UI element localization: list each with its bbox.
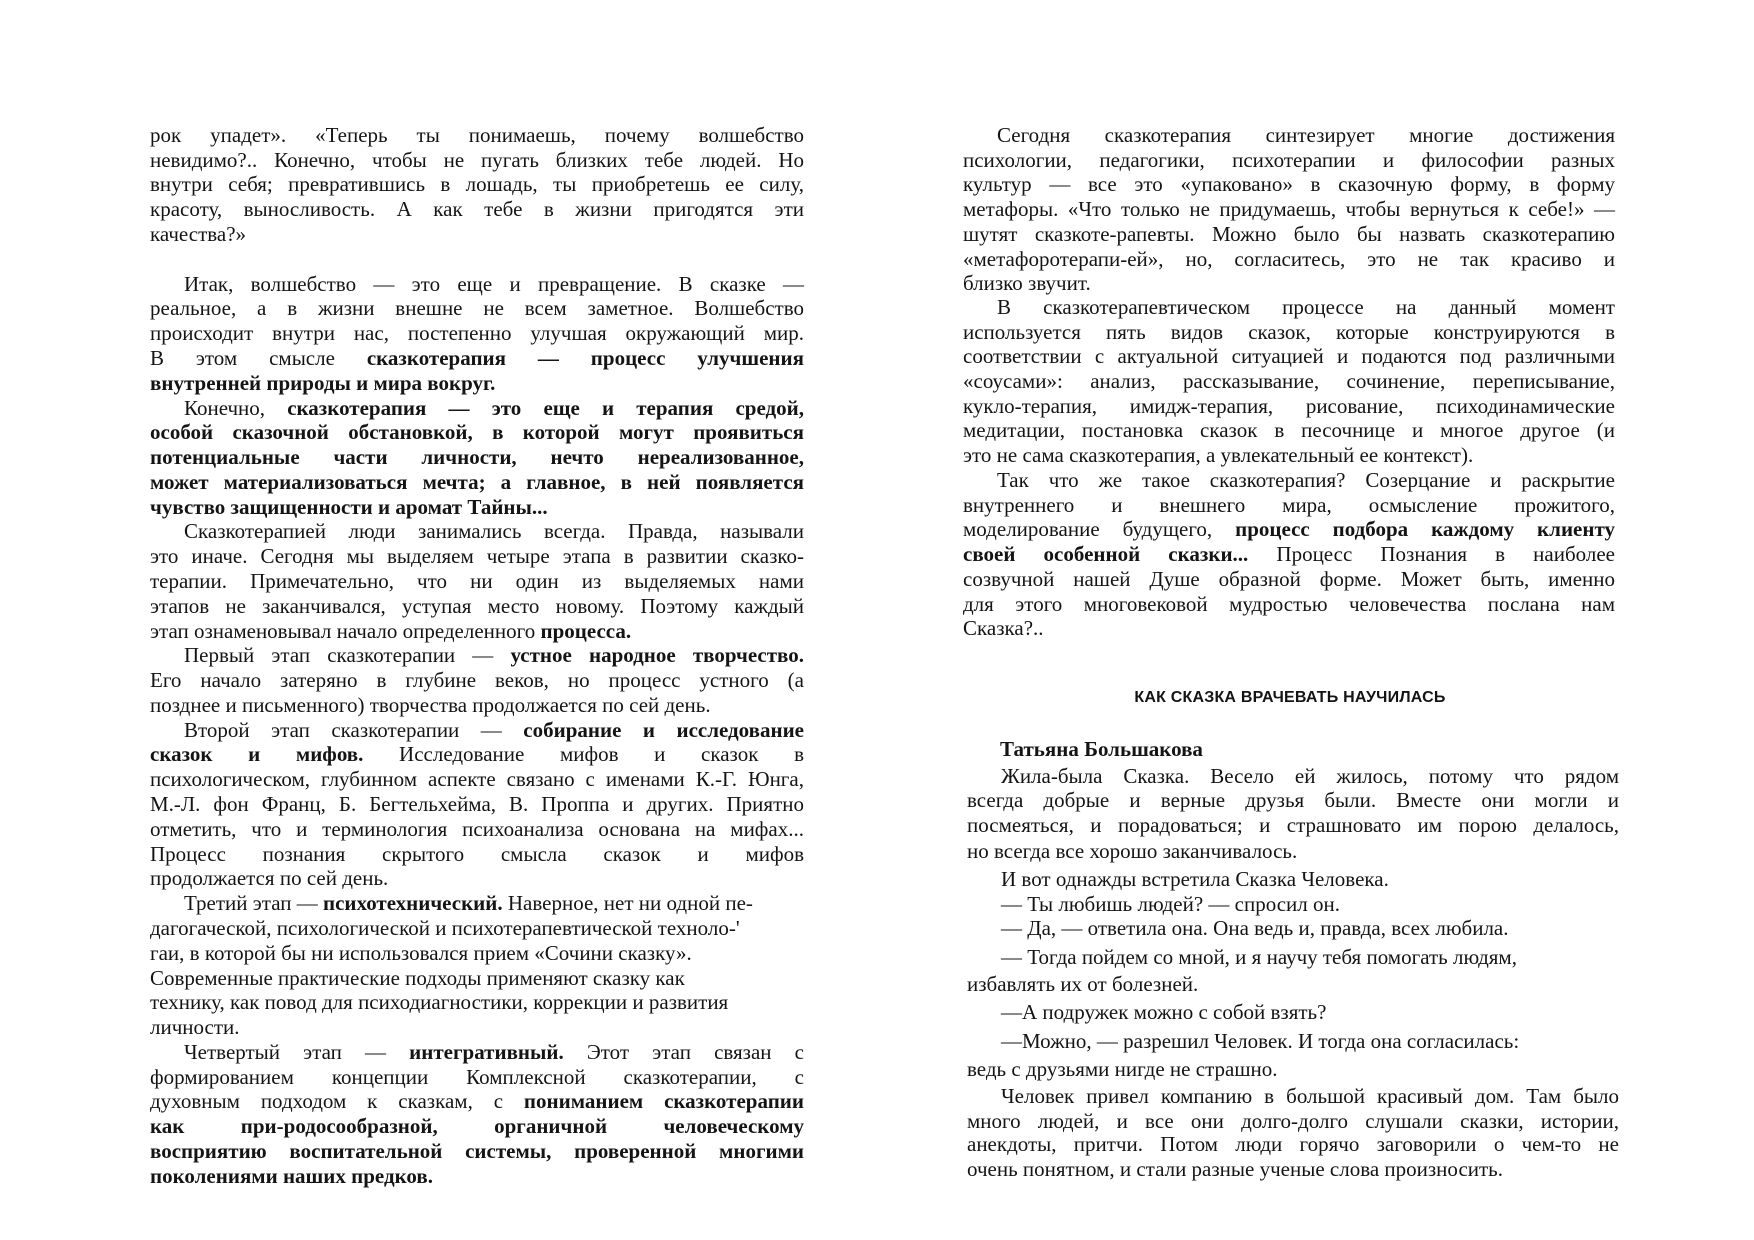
text-line <box>150 1138 804 1164</box>
text: красоту, выносливость. А как тебе в жизни пригодятся эти <box>150 197 804 222</box>
text: качества?» <box>150 222 247 247</box>
text: психологии, педагогики, психотерапии и философии разных <box>963 147 1615 172</box>
text: Второй этап сказкотерапии — <box>184 717 524 742</box>
text-line <box>963 417 1615 443</box>
author-name: Татьяна Большакова <box>1000 736 1203 761</box>
text-line <box>150 320 804 346</box>
text: кукло-терапия, имидж-терапия, рисование, психодинамические <box>963 393 1615 418</box>
text-line <box>1001 763 1619 789</box>
bold-text: особой сказочной обстановкой, в которой могут проявиться <box>150 420 804 445</box>
text-line <box>150 171 804 197</box>
text-line <box>150 543 804 569</box>
text: много людей, и все они долго-долго слушали сказки, истории, <box>967 1108 1619 1133</box>
text-line <box>150 766 804 792</box>
bold-text: восприятию воспитательной системы, проверенной многими <box>150 1139 804 1164</box>
text: психологическом, глубинном аспекте связано с именами К.-Г. Юнга, <box>150 767 804 792</box>
text-line <box>150 221 246 247</box>
text-line <box>150 345 804 371</box>
bold-text: может материализоваться мечта; а главное, в ней появляется <box>150 469 804 494</box>
text-line <box>150 419 804 445</box>
right-page <box>877 0 1754 1240</box>
text-line <box>963 343 1615 369</box>
text: Жила-была Сказка. Весело ей жилось, потому что рядом <box>1001 763 1619 788</box>
text-line <box>150 692 711 718</box>
text: очень понятном, и стали разные ученые слова произносить. <box>967 1156 1504 1181</box>
text: этапов не заканчивался, уступая место новому. Поэтому каждый <box>150 593 804 618</box>
text: Его начало затеряно в глубине веков, но процесс устного (а <box>150 668 804 693</box>
text: анекдоты, притчи. Потом люди горячо заговорили о чем-то не <box>967 1132 1619 1157</box>
text-line <box>967 1056 1277 1082</box>
text: духовным подходом к сказкам, с <box>150 1089 524 1114</box>
text-line <box>184 395 804 421</box>
text-line <box>967 971 1198 997</box>
text: продолжается по сей день. <box>150 866 389 891</box>
text: терапии. Примечательно, что ни один из выделяемых нами <box>150 568 804 593</box>
text: это иначе. Сегодня мы выделяем четыре этапа в развитии сказко- <box>150 544 804 569</box>
text: «соусами»: анализ, рассказывание, сочинение, переписывание, <box>963 369 1615 394</box>
bold-text: процесса. <box>540 618 632 643</box>
text-line <box>963 591 1615 617</box>
text: «метафоротерапи-ей», но, согласитесь, это не так красиво и <box>963 246 1615 271</box>
text: культур — все это «упаковано» в сказочную форму, в форму <box>963 172 1615 197</box>
text-line <box>1001 999 1326 1025</box>
text-line <box>150 370 495 396</box>
text: И вот однажды встретила Сказка Человека. <box>1001 866 1389 891</box>
text: Первый этап сказкотерапии — <box>184 643 511 668</box>
text-line <box>150 593 804 619</box>
text: Так что же такое сказкотерапия? Созерцание и раскрытие <box>997 467 1615 492</box>
text-line <box>150 1113 804 1139</box>
text-line <box>963 615 1044 641</box>
text: Конечно, <box>184 395 288 420</box>
text: внутреннего и внешнего мира, осмысление прожитого, <box>963 492 1615 517</box>
text-line <box>1001 866 1389 892</box>
bold-text: потенциальные части личности, нечто нереализованное, <box>150 445 804 470</box>
text: всегда добрые и верные друзья были. Вместе они могли и <box>967 788 1619 813</box>
text: Третий этап — <box>184 891 323 916</box>
text-line <box>967 1156 1503 1182</box>
text: это не сама сказкотерапия, а увлекательный ее контекст). <box>963 443 1474 468</box>
text: но всегда все хорошо заканчивалось. <box>967 838 1298 863</box>
text-line <box>184 1039 804 1065</box>
text: позднее и письменного) творчества продолжается по сей день. <box>150 692 711 717</box>
text: — Ты любишь людей? — спросил он. <box>1001 891 1341 916</box>
text-line <box>963 393 1615 419</box>
bold-text: сказок и мифов. <box>150 742 364 767</box>
text-line <box>997 467 1615 493</box>
text-line <box>150 940 692 966</box>
bold-text: своей особенной сказки... <box>963 542 1249 567</box>
text-line <box>184 271 804 297</box>
text-line <box>963 442 1473 468</box>
bold-text: сказкотерапия — процесс улучшения <box>366 345 804 370</box>
text-line <box>963 368 1615 394</box>
bold-text: сказкотерапия — это еще и терапия средой, <box>287 395 804 420</box>
text: гаи, в которой бы ни использовался прием «Сочини сказку». <box>150 940 692 965</box>
text-line <box>997 294 1615 320</box>
text: Четвертый этап — <box>184 1039 410 1064</box>
text-line <box>150 841 804 867</box>
text: М.-Л. фон Франц, Б. Бегтельхейма, В. Проппа и других. Приятно <box>150 792 804 817</box>
text: В этом смысле <box>150 345 367 370</box>
text: Этот этап связан с <box>563 1039 804 1064</box>
text-line <box>1000 736 1203 762</box>
text: отметить, что и терминология психоанализа основана на мифах... <box>150 816 804 841</box>
bold-text: интегративный. <box>409 1039 564 1064</box>
text: созвучной нашей Душе образной форме. Может быть, именно <box>963 566 1615 591</box>
text: для этого многовековой мудростью человечества послана нам <box>963 591 1615 616</box>
text-line <box>150 791 804 817</box>
text: близко звучит. <box>963 271 1091 296</box>
text: моделирование будущего, <box>963 517 1236 542</box>
text: Человек привел компанию в большой красивый дом. Там было <box>1001 1083 1619 1108</box>
text-line <box>150 1064 804 1090</box>
text-line <box>150 1088 804 1114</box>
text: дагогаческой, психологической и психотерапевтической техноло-' <box>150 915 740 940</box>
text-line <box>963 319 1615 345</box>
text-line <box>150 965 685 991</box>
text-line <box>150 915 740 941</box>
text: ведь с друзьями нигде не страшно. <box>967 1056 1278 1081</box>
text: рок упадет». «Теперь ты понимаешь, почему волшебство <box>150 122 804 147</box>
text-line <box>150 618 631 644</box>
text-line <box>1001 891 1340 917</box>
text-line <box>150 1163 433 1189</box>
text: личности. <box>150 1015 240 1040</box>
story-heading: КАК СКАЗКА ВРАЧЕВАТЬ НАУЧИЛАСЬ <box>1134 689 1446 707</box>
text: этап ознаменовывал начало определенного <box>150 618 541 643</box>
text: —Можно, — разрешил Человек. И тогда она согласилась: <box>1001 1028 1520 1053</box>
text-line <box>967 787 1619 813</box>
text-line <box>150 469 804 495</box>
text: Сказкотерапией люди занимались всегда. Правда, называли <box>184 519 804 544</box>
text-line <box>1001 1083 1619 1109</box>
text-line <box>150 667 804 693</box>
text-line <box>963 147 1615 173</box>
text-line <box>963 221 1615 247</box>
bold-text: психотехнический. <box>322 891 503 916</box>
text-line <box>967 1108 1619 1134</box>
text: Процесс Познания в наиболее <box>1248 542 1615 567</box>
text-line <box>150 865 388 891</box>
text: Исследование мифов и сказок в <box>363 742 804 767</box>
text-line <box>150 568 804 594</box>
bold-text: пониманием сказкотерапии <box>523 1089 804 1114</box>
text-line <box>967 1131 1619 1157</box>
text-line <box>150 494 548 520</box>
bold-text: чувство защищенности и аромат Тайны... <box>150 494 548 519</box>
text-line <box>963 196 1615 222</box>
text-line <box>963 516 1615 542</box>
text: —А подружек можно с собой взять? <box>1001 999 1327 1024</box>
text: Сказка?.. <box>963 616 1044 641</box>
text-line <box>150 147 804 173</box>
text-line <box>1001 944 1517 970</box>
text: В сказкотерапевтическом процессе на данный момент <box>997 294 1615 319</box>
text: избавлять их от болезней. <box>967 971 1199 996</box>
text: используется пять видов сказок, которые конструируются в <box>963 319 1615 344</box>
text-line <box>150 989 728 1015</box>
text: реальное, а в жизни внешне не всем заметное. Волшебство <box>150 296 804 321</box>
text-line <box>150 816 804 842</box>
bold-text: поколениями наших предков. <box>150 1163 433 1188</box>
text: — Да, — ответила она. Она ведь и, правда, всех любила. <box>1001 916 1509 941</box>
text: Современные практические подходы применяют сказку как <box>150 965 685 990</box>
text-line <box>963 270 1091 296</box>
text: посмеяться, и порадоваться; и страшновато им порою делалось, <box>967 813 1619 838</box>
text-line <box>963 246 1615 272</box>
bold-text: устное народное творчество. <box>510 643 804 668</box>
text-line <box>184 518 804 544</box>
text: формированием концепции Комплексной сказкотерапии, с <box>150 1064 804 1089</box>
text-line <box>963 541 1615 567</box>
text: — Тогда пойдем со мной, и я научу тебя помогать людям, <box>1001 944 1517 969</box>
text: происходит внутри нас, постепенно улучшая окружающий мир. <box>150 321 804 346</box>
text: технику, как повод для психодиагностики, коррекции и развития <box>150 990 729 1015</box>
text: внутри себя; превратившись в лошадь, ты приобретешь ее силу, <box>150 172 804 197</box>
text-line <box>997 122 1615 148</box>
text: Наверное, нет ни одной пе- <box>502 891 753 916</box>
text-line <box>150 741 804 767</box>
text-line <box>184 890 753 916</box>
text-line <box>1001 915 1509 941</box>
bold-text: как при-родосообразной, органичной человеческому <box>150 1114 804 1139</box>
bold-text: внутренней природы и мира вокруг. <box>150 370 496 395</box>
text-line <box>1001 1028 1519 1054</box>
text: невидимо?.. Конечно, чтобы не пугать близких тебе людей. Но <box>150 147 804 172</box>
text-line <box>967 838 1297 864</box>
text-line <box>967 812 1619 838</box>
text: Итак, волшебство — это еще и превращение. В сказке — <box>184 271 804 296</box>
bold-text: собирание и исследование <box>523 717 805 742</box>
text-line <box>150 122 804 148</box>
text: шутят сказкоте-рапевты. Можно было бы назвать сказкотерапию <box>963 221 1615 246</box>
text-line <box>184 642 804 668</box>
text-line <box>963 492 1615 518</box>
text: метафоры. «Что только не придумаешь, чтобы вернуться к себе!» — <box>963 197 1615 222</box>
text-line <box>150 1014 240 1040</box>
text-line <box>150 196 804 222</box>
text-line <box>963 171 1615 197</box>
text-line <box>963 566 1615 592</box>
text-line <box>150 295 804 321</box>
text: Сегодня сказкотерапия синтезирует многие достижения <box>997 122 1615 147</box>
text: медитации, постановка сказок в песочнице и многое другое (и <box>963 418 1615 443</box>
bold-text: процесс подбора каждому клиенту <box>1235 517 1615 542</box>
text-line <box>184 717 804 743</box>
text-line <box>150 444 804 470</box>
text: Процесс познания скрытого смысла сказок и мифов <box>150 841 804 866</box>
text: соответствии с актуальной ситуацией и подаются под различными <box>963 344 1615 369</box>
